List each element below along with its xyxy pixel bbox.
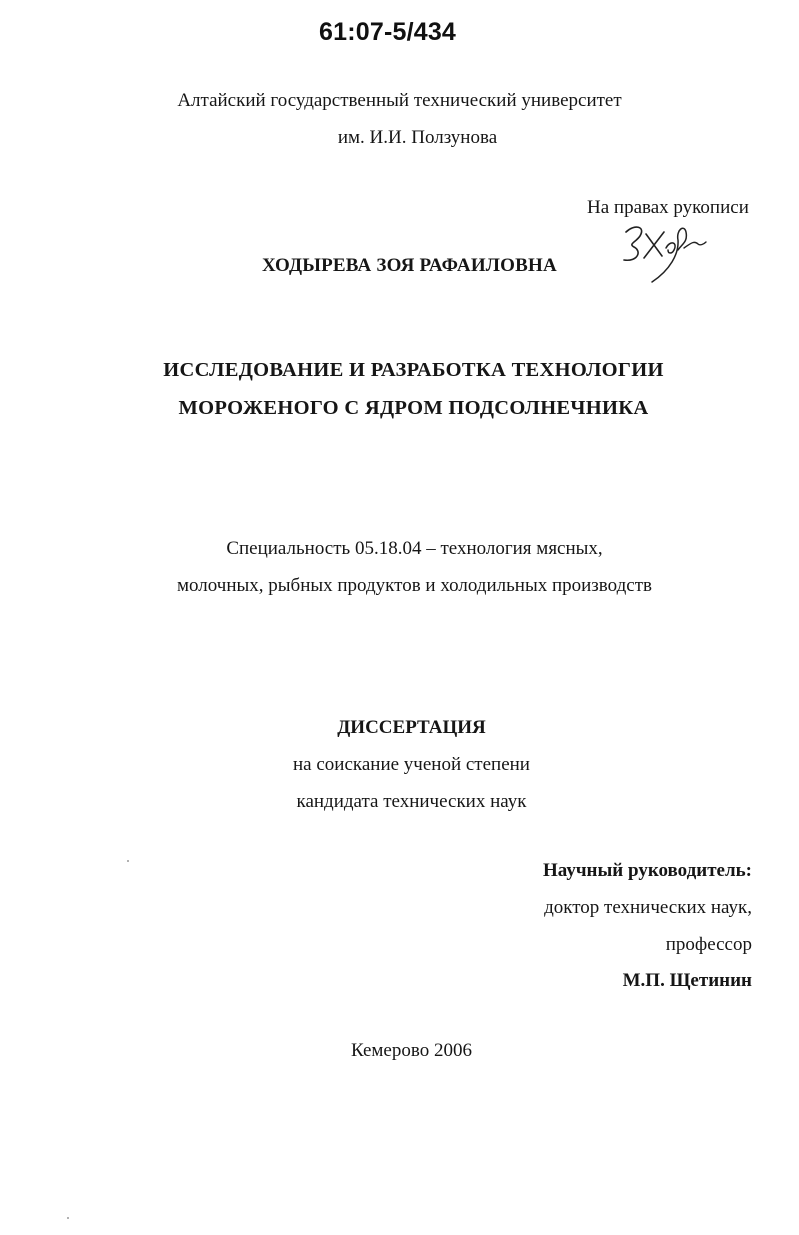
dissertation-title-line-2: МОРОЖЕНОГО С ЯДРОМ ПОДСОЛНЕЧНИКА	[178, 397, 649, 419]
degree-purpose-line-2: кандидата технических наук	[296, 791, 527, 812]
supervisor-name: М.П. Щетинин	[622, 970, 752, 991]
specialty-line-2: молочных, рыбных продуктов и холодильных производств	[177, 575, 652, 596]
scan-speck	[127, 860, 129, 862]
manuscript-note: На правах рукописи	[587, 197, 749, 218]
author-name: ХОДЫРЕВА ЗОЯ РАФАИЛОВНА	[262, 255, 557, 276]
university-name: Алтайский государственный технический университет	[177, 90, 622, 111]
supervisor-label: Научный руководитель:	[543, 860, 752, 881]
catalog-number: 61:07-5/434	[319, 18, 457, 46]
author-signature	[612, 214, 707, 286]
dissertation-title-line-1: ИССЛЕДОВАНИЕ И РАЗРАБОТКА ТЕХНОЛОГИИ	[163, 359, 664, 381]
specialty-line-1: Специальность 05.18.04 – технология мясных,	[226, 538, 603, 559]
supervisor-rank: профессор	[665, 934, 752, 955]
dissertation-heading: ДИССЕРТАЦИЯ	[337, 717, 486, 738]
city-and-year: Кемерово 2006	[351, 1040, 472, 1061]
degree-purpose-line-1: на соискание ученой степени	[293, 754, 530, 775]
supervisor-degree: доктор технических наук,	[544, 897, 752, 918]
university-named-after: им. И.И. Ползунова	[337, 127, 498, 148]
scan-speck	[67, 1217, 69, 1219]
